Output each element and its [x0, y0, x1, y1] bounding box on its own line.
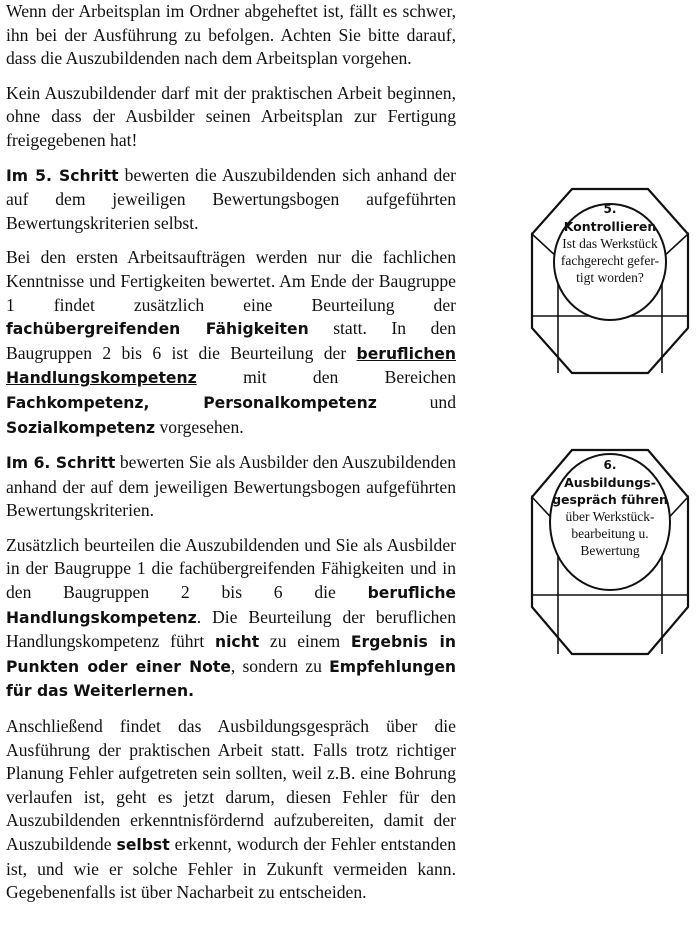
- step5-nut-text: 5. Kontrollieren Ist das Werkstück fachgerecht gefer- tigt worden?: [560, 202, 660, 285]
- step6-nut-text: 6. Ausbildungs- gespräch führen über Werkstück- bearbeitung u. Bewertung: [552, 458, 668, 558]
- body-text: [6, 0, 456, 916]
- paragraph-step6: Im 6. Schritt bewerten Sie als Ausbilder den Auszubildenden anhand der auf dem jeweiligen Bewertungsbogen aufgeführten Bewertungskriterien.: [6, 452, 457, 521]
- paragraph-step5: Im 5. Schritt bewerten die Auszubildenden sich anhand der auf dem jeweiligen Bewertungsbogen aufgeführten Bewertungskriterien selbst.: [6, 164, 456, 233]
- paragraph-conversation: Anschließend findet das Ausbildungsgespräch über die Ausführung der praktischen Arbeit statt. Falls trotz richtiger Planung Fehler aufgetreten sein sollten, weil z.B. eine Bohrung verlaufen ist, geht es jetzt darum, diesen Fehler für den Auszubildenden erkenntnisfördernd aufzubereiten, damit der Auszubildende selbst erkennt, wodurch der Fehler entstanden ist, und wie er solche Fehler in Zukunft vermeiden kann. Gegebenenfalls ist über Nacharbeit zu entscheiden.: [6, 716, 457, 903]
- step5-label: Im 5. Schritt: [6, 166, 119, 185]
- hex-nut-step6: [520, 447, 700, 657]
- paragraph-assessment: Bei den ersten Arbeitsaufträgen werden nur die fachlichen Kenntnisse und Fertigkeiten bewertet. Am Ende der Baugruppe 1 findet zusätzlich eine Beurteilung der fachübergreifenden Fähigkeiten statt. In den Baugruppen 2 bis 6 ist die Beurteilung der beruflichen Handlungskompetenz mit den Bereichen Fachkompetenz, Personalkompetenz und Sozialkompetenz vorgesehen.: [6, 247, 456, 437]
- paragraph-workplan: Wenn der Arbeitsplan im Ordner abgeheftet ist, fällt es schwer, ihn bei der Ausführung zu befolgen. Achten Sie bitte darauf, dass die Auszubildenden nach dem Arbeitsplan vorgehen.: [6, 1, 456, 69]
- hex-nut-step5: [520, 186, 700, 376]
- paragraph-competence: Zusätzlich beurteilen die Auszubildenden und Sie als Ausbilder in der Baugruppe 1 die fachübergreifenden Fähigkeiten und in den Baugruppen 2 bis 6 die berufliche Handlungskompetenz. Die Beurteilung der beruflichen Handlungskompetenz führt nicht zu einem Ergebnis in Punkten oder einer Note, sondern zu Empfehlungen für das Weiterlernen.: [6, 534, 456, 701]
- step6-label: Im 6. Schritt: [6, 454, 116, 473]
- paragraph-release: Kein Auszubildender darf mit der praktischen Arbeit beginnen, ohne dass der Ausbilder seinen Arbeitsplan zur Fertigung freigegebenen hat!: [6, 82, 456, 150]
